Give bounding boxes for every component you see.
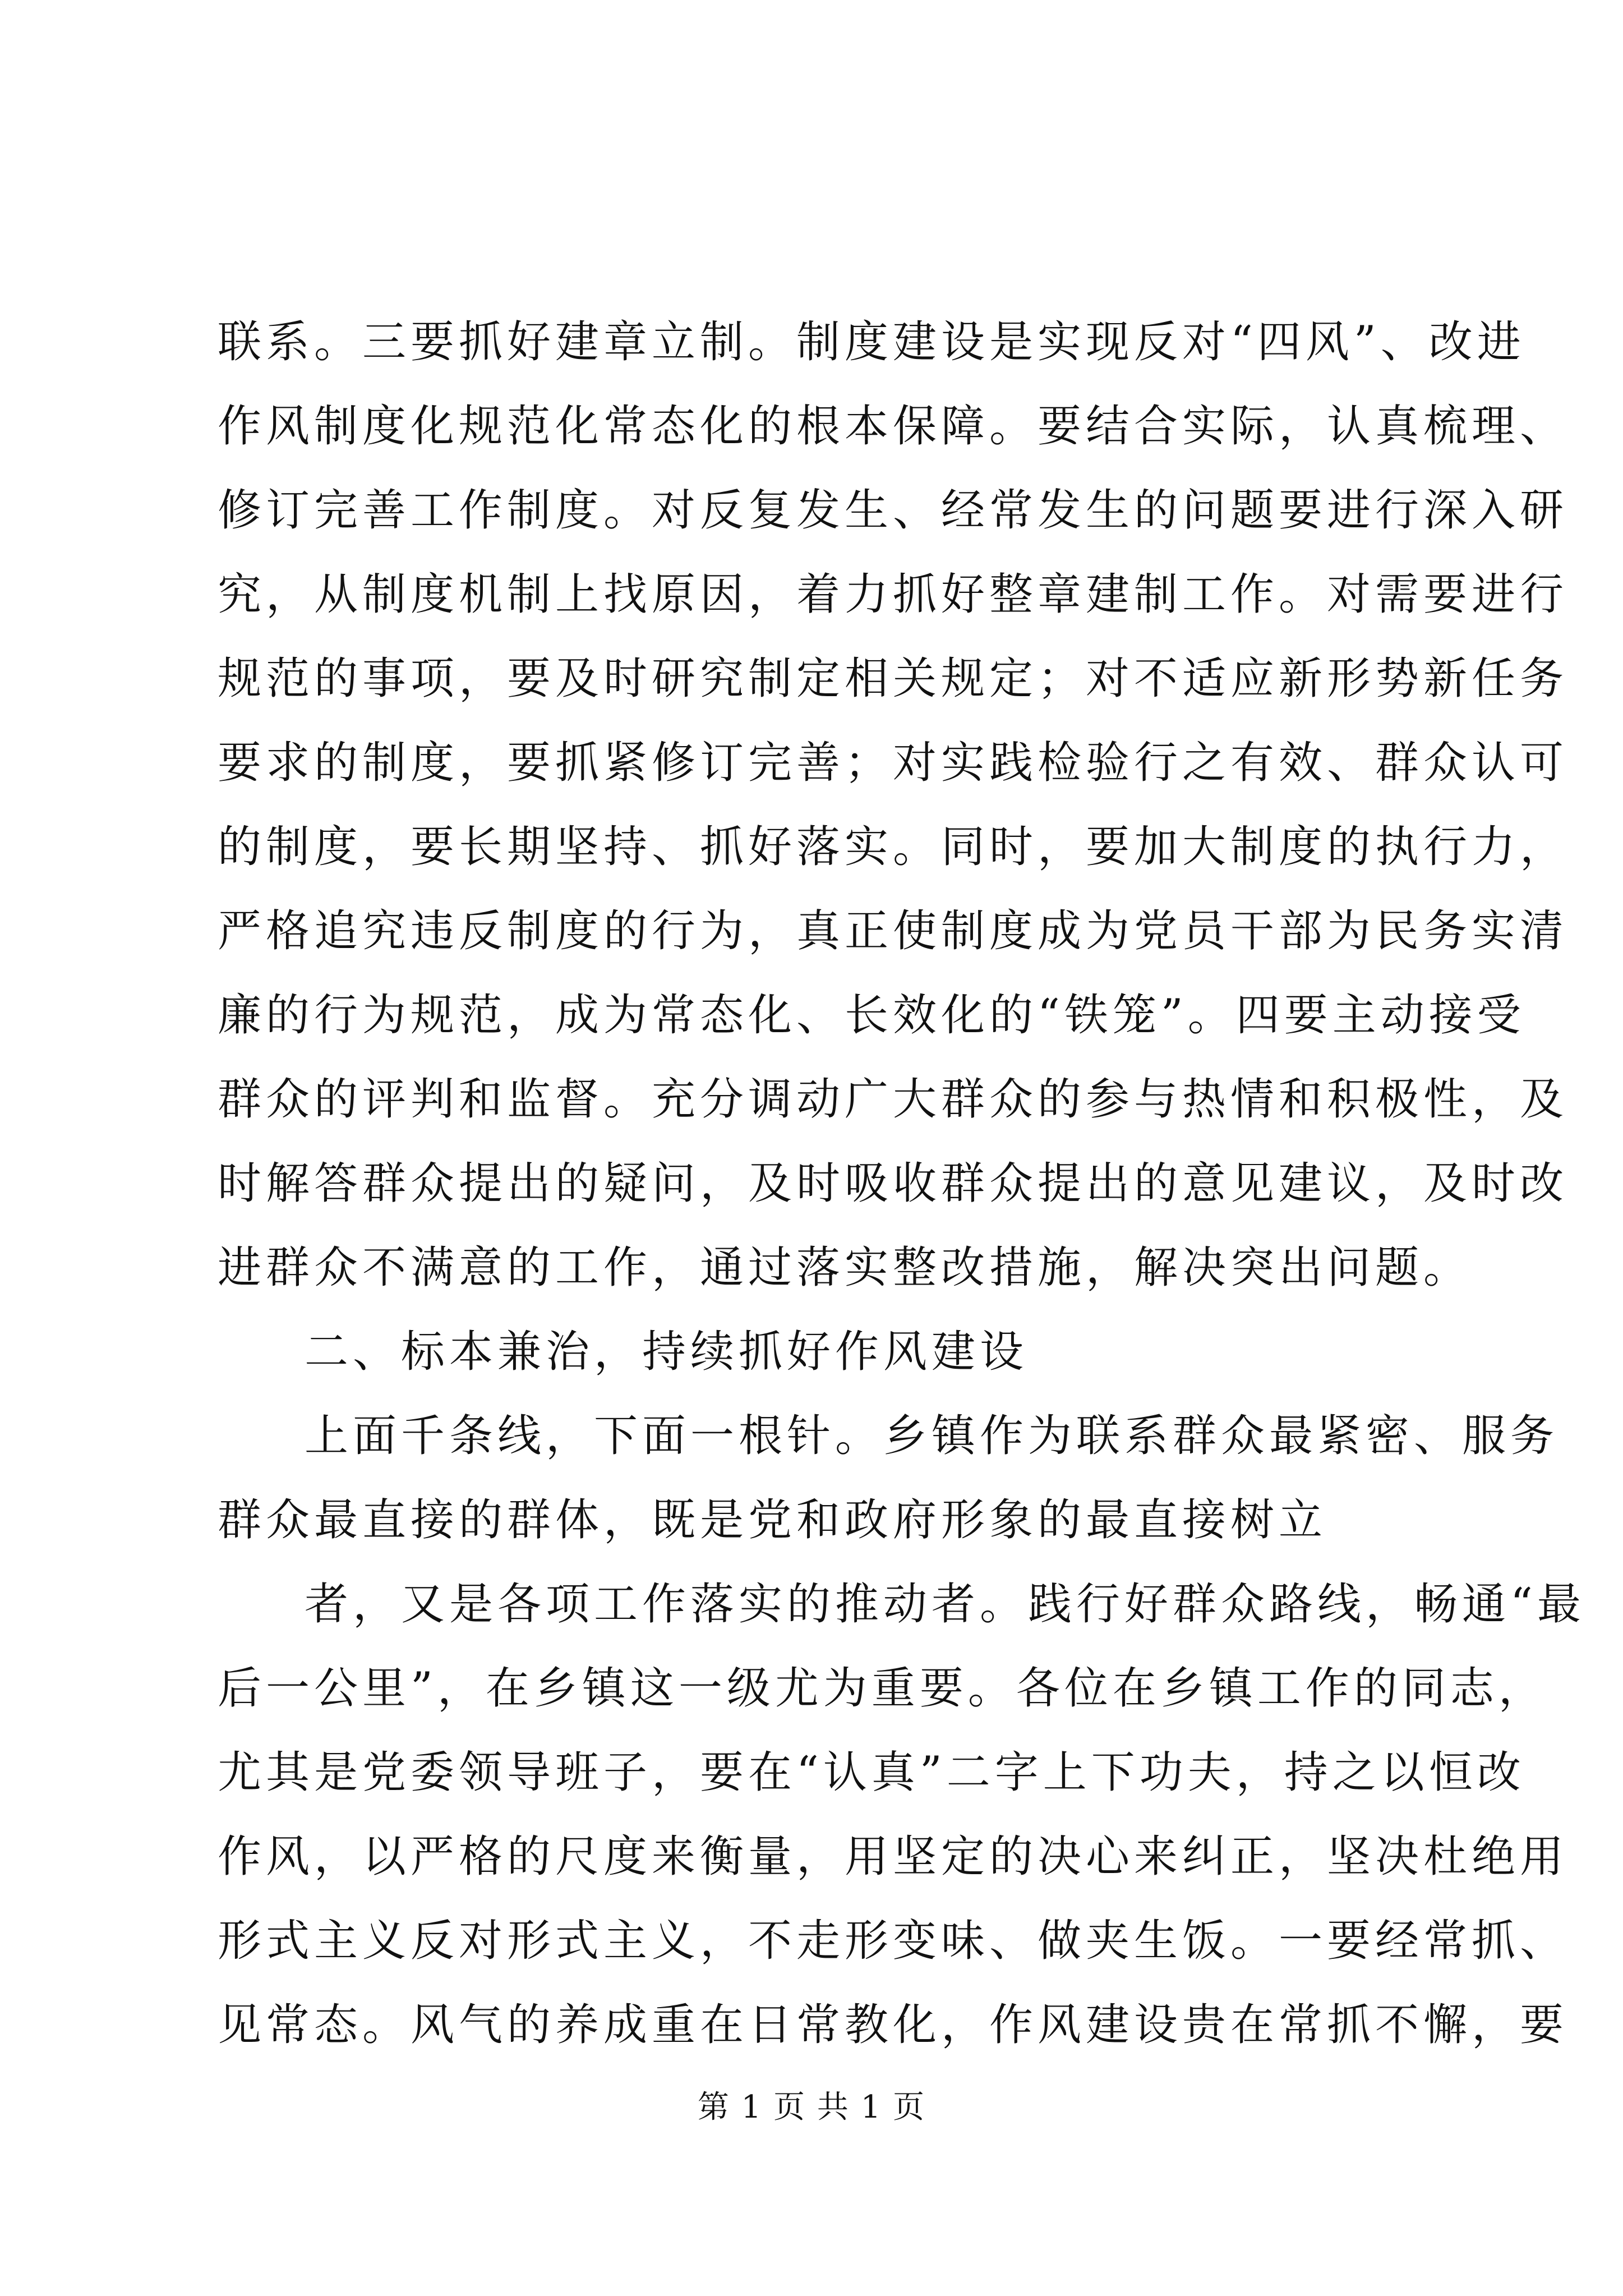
text-line: 廉的行为规范，成为常态化、长效化的“铁笼”。四要主动接受 <box>218 990 1525 1041</box>
text-line: 尤其是党委领导班子，要在“认真”二字上下功夫，持之以恒改 <box>218 1747 1525 1798</box>
text-line: 后一公里”，在乡镇这一级尤为重要。各位在乡镇工作的同志， <box>218 1663 1547 1714</box>
text-line: 究，从制度机制上找原因，着力抓好整章建制工作。对需要进行 <box>218 569 1569 620</box>
text-line: 时解答群众提出的疑问，及时吸收群众提出的意见建议，及时改 <box>218 1158 1569 1209</box>
paragraph-first-line: 者，又是各项工作落实的推动者。践行好群众路线，畅通“最 <box>305 1579 1585 1630</box>
text-line: 作风制度化规范化常态化的根本保障。要结合实际，认真梳理、 <box>218 401 1569 452</box>
section-heading: 二、标本兼治，持续抓好作风建设 <box>305 1327 1029 1377</box>
text-line: 群众最直接的群体，既是党和政府形象的最直接树立 <box>218 1495 1327 1545</box>
document-body <box>218 300 1585 2067</box>
text-line: 作风，以严格的尺度来衡量，用坚定的决心来纠正，坚决杜绝用 <box>218 1832 1569 1882</box>
text-line: 要求的制度，要抓紧修订完善；对实践检验行之有效、群众认可 <box>218 738 1569 788</box>
paragraph-first-line: 上面千条线，下面一根针。乡镇作为联系群众最紧密、服务 <box>305 1411 1559 1461</box>
text-line: 严格追究违反制度的行为，真正使制度成为党员干部为民务实清 <box>218 906 1569 956</box>
text-line: 的制度，要长期坚持、抓好落实。同时，要加大制度的执行力， <box>218 822 1569 872</box>
text-line: 形式主义反对形式主义，不走形变味、做夹生饭。一要经常抓、 <box>218 1916 1569 1966</box>
text-line: 进群众不满意的工作，通过落实整改措施，解决突出问题。 <box>218 1243 1472 1293</box>
text-line: 联系。三要抓好建章立制。制度建设是实现反对“四风”、改进 <box>218 317 1525 367</box>
page-footer: 第 1 页 共 1 页 <box>697 2089 926 2125</box>
text-line: 群众的评判和监督。充分调动广大群众的参与热情和积极性，及 <box>218 1074 1569 1125</box>
text-line: 见常态。风气的养成重在日常教化，作风建设贵在常抓不懈，要 <box>218 2000 1569 2050</box>
text-line: 规范的事项，要及时研究制定相关规定；对不适应新形势新任务 <box>218 654 1569 704</box>
text-line: 修订完善工作制度。对反复发生、经常发生的问题要进行深入研 <box>218 485 1569 536</box>
